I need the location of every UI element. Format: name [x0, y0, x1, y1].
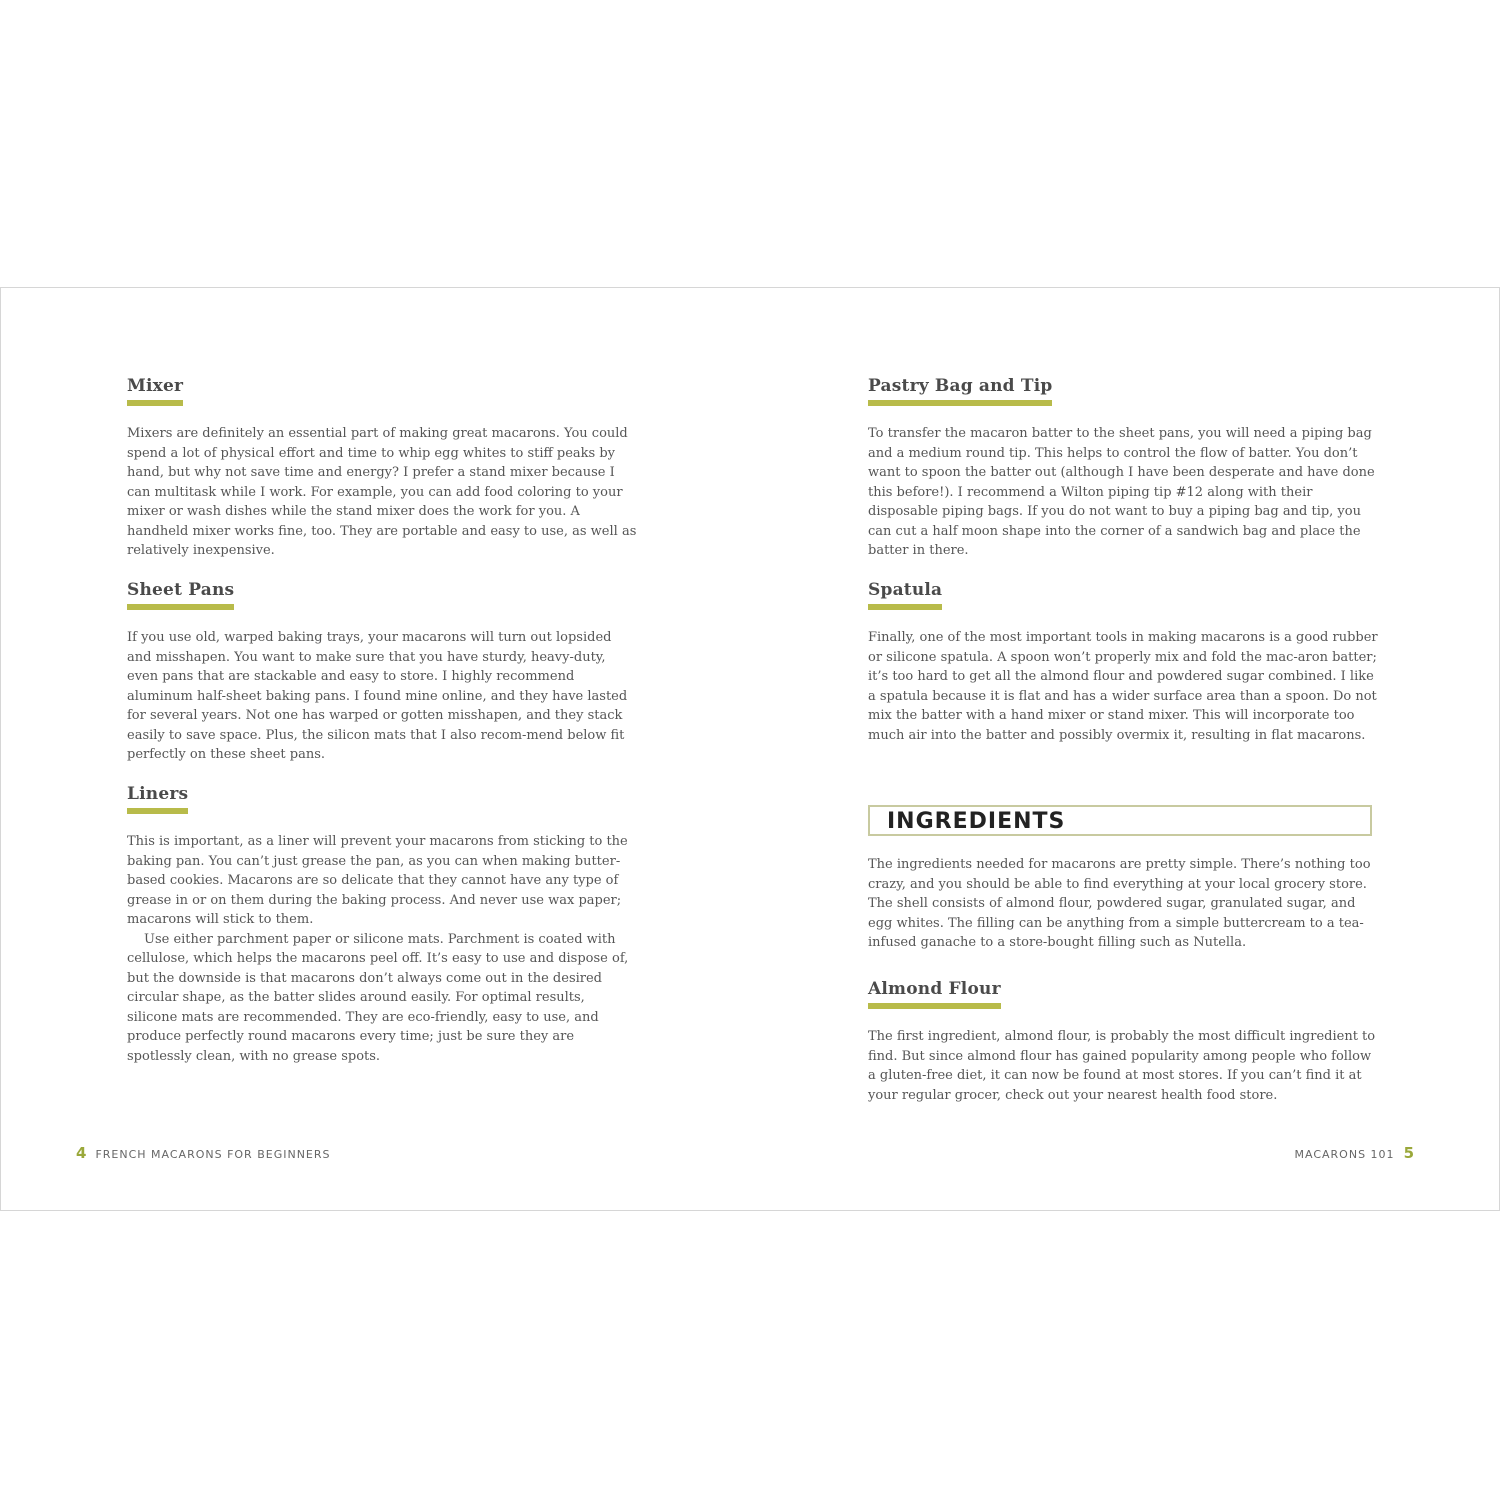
section-heading: Pastry Bag and Tip	[868, 376, 1052, 406]
section-ingredients-intro	[868, 838, 1378, 953]
right-page-footer	[1295, 1145, 1414, 1163]
section-paragraph: Finally, one of the most important tools in making macarons is a good rubber or silicone spatula. A spoon won’t properly mix and fold the mac-aron batter; it’s too hard to get all the almond flour and powdered sugar combined. I like a spatula because it is flat and has a wider surface area than a spoon. Do not mix the batter with a hand mixer or stand mixer. This will incorporate too much air into the batter and possibly overmix it, resulting in flat macarons.	[868, 630, 1378, 743]
section-heading: Liners	[127, 784, 188, 814]
section-sheet-pans	[127, 580, 637, 765]
section-paragraph: Mixers are definitely an essential part of making great macarons. You could spend a lot of physical effort and time to whip egg whites to stiff peaks by hand, but why not save time and energy? I prefer a stand mixer because I can multitask while I work. For example, you can add food coloring to your mixer or wash dishes while the stand mixer does the work for you. A handheld mixer works fine, too. They are portable and easy to use, as well as relatively inexpensive.	[127, 426, 637, 558]
section-heading: Sheet Pans	[127, 580, 234, 610]
section-paragraph: If you use old, warped baking trays, your macarons will turn out lopsided and misshapen. You want to make sure that you have sturdy, heavy-duty, even pans that are stackable and easy to store. I highly recommend aluminum half-sheet baking pans. I found mine online, and they have lasted for several years. Not one has warped or gotten misshapen, and they stack easily to save space. Plus, the silicon mats that I also recom-mend below fit perfectly on these sheet pans.	[127, 630, 628, 762]
section-liners	[127, 784, 637, 1066]
left-page-footer	[76, 1145, 331, 1163]
book-spread	[0, 287, 1500, 1211]
section-almond-flour	[868, 979, 1378, 1105]
section-heading: Almond Flour	[868, 979, 1001, 1009]
section-pastry-bag	[868, 376, 1378, 561]
running-title: FRENCH MACARONS FOR BEGINNERS	[95, 1148, 331, 1161]
section-spatula	[868, 580, 1378, 745]
section-paragraph: This is important, as a liner will prevent your macarons from sticking to the baking pan. You can’t just grease the pan, as you can when making butter-based cookies. Macarons are so delicate that they cannot have any type of grease in or on them during the baking process. And never use wax paper; macarons will stick to them.	[127, 834, 628, 927]
section-paragraph: Use either parchment paper or silicone mats. Parchment is coated with cellulose, which helps the macarons peel off. It’s easy to use and dispose of, but the downside is that macarons don’t always come out in the desired circular shape, as the batter slides around easily. For optimal results, silicone mats are recommended. They are eco-friendly, easy to use, and produce perfectly round macarons every time; just be sure they are spotlessly clean, with no grease spots.	[127, 931, 629, 1064]
page-number: 5	[1403, 1144, 1414, 1162]
ingredients-heading: INGREDIENTS	[887, 809, 1066, 834]
section-paragraph: To transfer the macaron batter to the sheet pans, you will need a piping bag and a medium round tip. This helps to control the flow of batter. You don’t want to spoon the batter out (although I have been desperate and have done this before!). I recommend a Wilton piping tip #12 along with their disposable piping bags. If you do not want to buy a piping bag and tip, you can cut a half moon shape into the corner of a sandwich bag and place the batter in there.	[868, 426, 1375, 558]
ingredients-paragraph: The ingredients needed for macarons are pretty simple. There’s nothing too crazy, and you should be able to find everything at your local grocery store. The shell consists of almond flour, powdered sugar, granulated sugar, and egg whites. The filling can be anything from a simple buttercream to a tea-infused ganache to a store-bought filling such as Nutella.	[868, 857, 1371, 950]
section-paragraph: The first ingredient, almond flour, is probably the most difficult ingredient to find. But since almond flour has gained popularity among people who follow a gluten-free diet, it can now be found at most stores. If you can’t find it at your regular grocer, check out your nearest health food store.	[868, 1029, 1376, 1103]
running-title: MACARONS 101	[1294, 1148, 1395, 1161]
ingredients-heading-box	[868, 805, 1372, 836]
page-number: 4	[76, 1144, 87, 1162]
section-heading: Spatula	[868, 580, 942, 610]
section-heading: Mixer	[127, 376, 183, 406]
section-mixer	[127, 376, 637, 561]
